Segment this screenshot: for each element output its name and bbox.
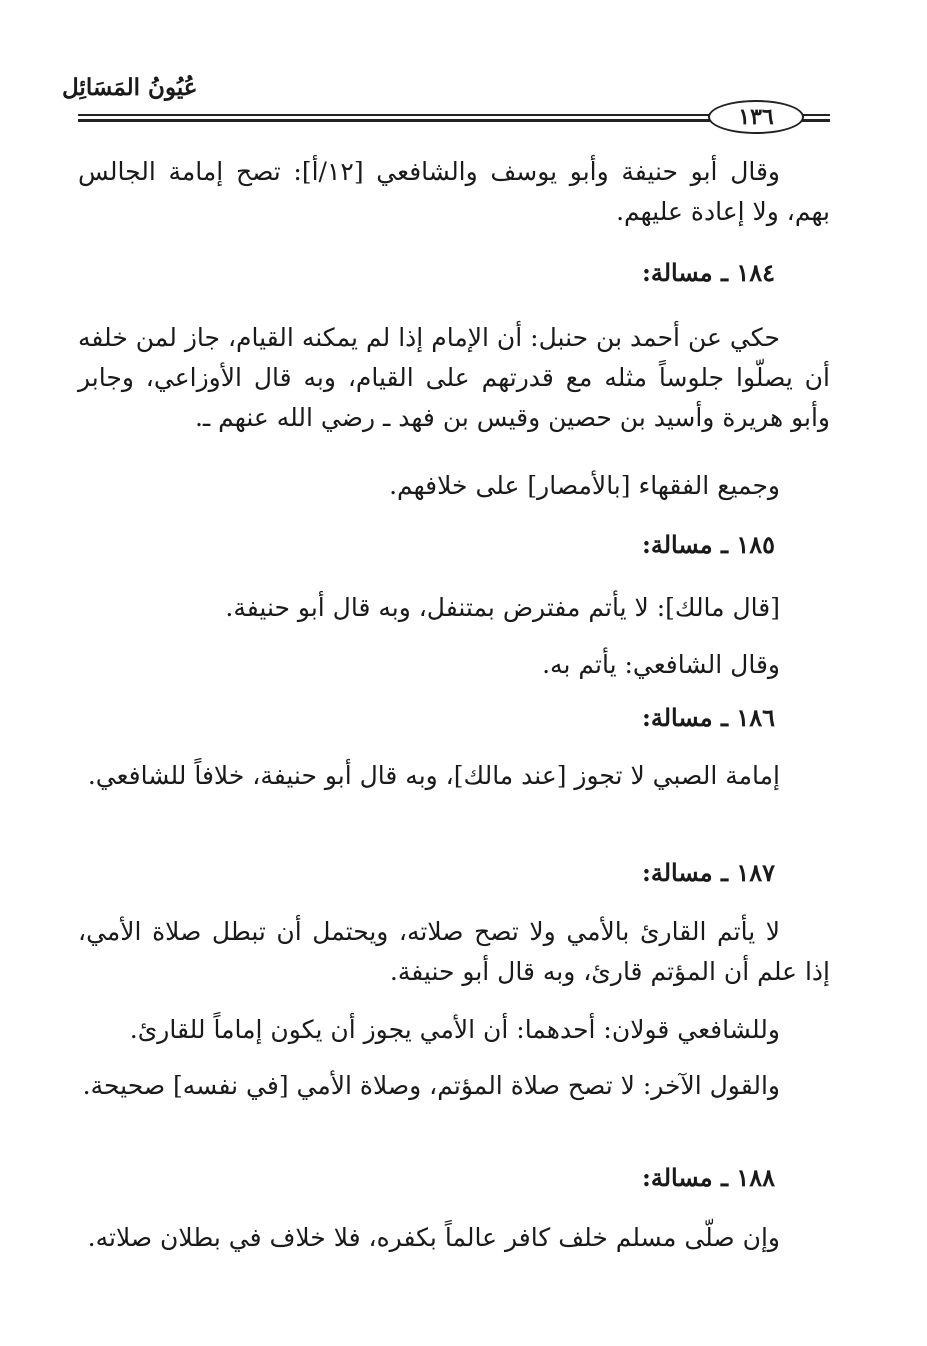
paragraph: [قال مالك]: لا يأتم مفترض بمتنفل، وبه قال أبو حنيفة. xyxy=(225,593,780,622)
paragraph: وللشافعي قولان: أحدهما: أن الأمي يجوز أن يكون إماماً للقارئ. xyxy=(129,1015,780,1044)
section-heading-186: ١٨٦ ـ مسالة: xyxy=(641,703,775,732)
book-title: عُيُونُ المَسَائِل xyxy=(62,74,198,101)
paragraph: وجميع الفقهاء [بالأمصار] على خلافهم. xyxy=(389,471,780,500)
paragraph: وقال الشافعي: يأتم به. xyxy=(542,650,780,679)
paragraph: والقول الآخر: لا تصح صلاة المؤتم، وصلاة الأمي [في نفسه] صحيحة. xyxy=(82,1071,780,1100)
section-heading-184: ١٨٤ ـ مسالة: xyxy=(641,258,775,287)
paragraph: لا يأتم القارئ بالأمي ولا تصح صلاته، ويحتمل أن تبطل صلاة الأمي، إذا علم أن المؤتم قارئ، وبه قال أبو حنيفة. xyxy=(78,917,830,986)
page-number: ١٣٦ xyxy=(738,104,774,130)
paragraph: وإن صلّى مسلم خلف كافر عالماً بكفره، فلا خلاف في بطلان صلاته. xyxy=(87,1223,780,1252)
page-number-badge xyxy=(708,100,804,134)
paragraph: وقال أبو حنيفة وأبو يوسف والشافعي [١٢/أ]: تصح إمامة الجالس بهم، ولا إعادة عليهم. xyxy=(78,157,830,226)
section-heading-188: ١٨٨ ـ مسالة: xyxy=(641,1163,775,1192)
paragraph: حكي عن أحمد بن حنبل: أن الإمام إذا لم يمكنه القيام، جاز لمن خلفه أن يصلّوا جلوساً مثله مع قدرتهم على القيام، وبه قال الأوزاعي، وجابر وأبو هريرة وأسيد بن حصين وقيس بن فهد ـ رضي الله عنهم ـ. xyxy=(78,323,830,432)
section-heading-187: ١٨٧ ـ مسالة: xyxy=(641,858,775,887)
section-heading-185: ١٨٥ ـ مسالة: xyxy=(641,530,775,559)
paragraph: إمامة الصبي لا تجوز [عند مالك]، وبه قال أبو حنيفة، خلافاً للشافعي. xyxy=(87,761,780,790)
